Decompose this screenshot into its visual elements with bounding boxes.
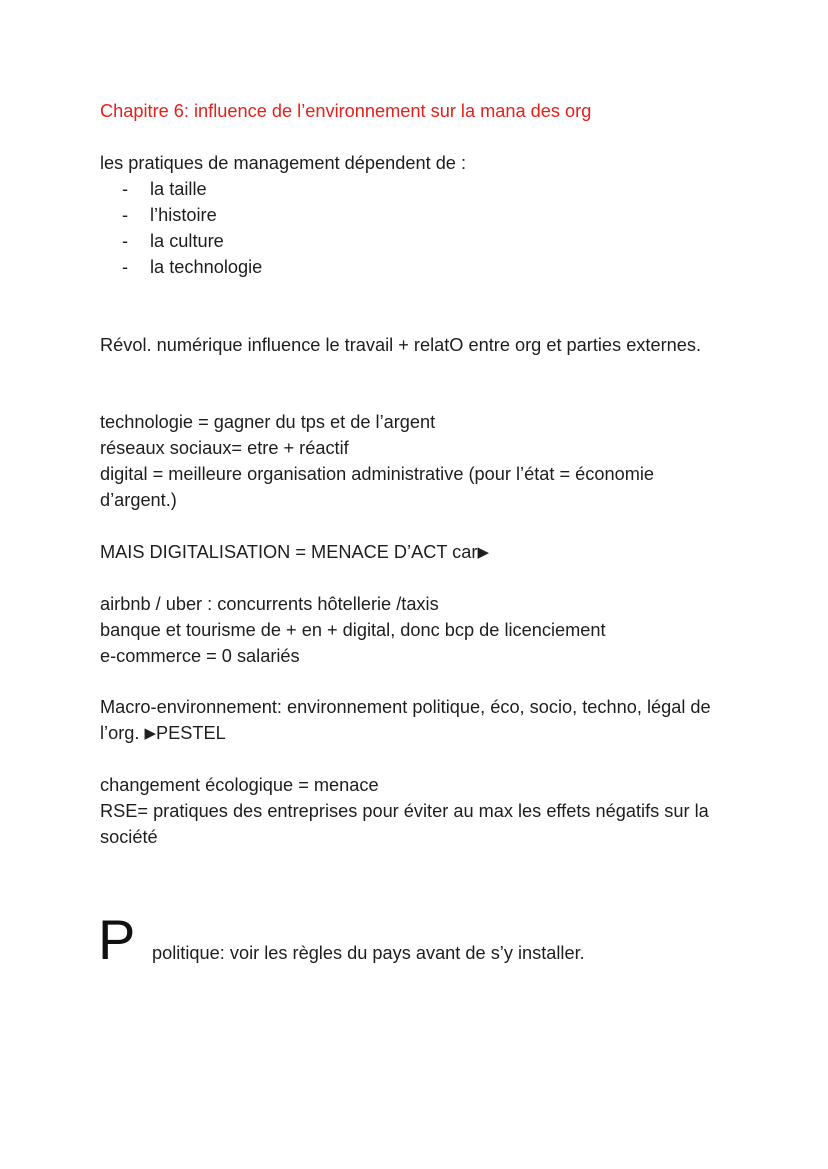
bullet-marker: - — [122, 231, 129, 251]
macro-pestel: PESTEL — [156, 723, 226, 743]
rse-definition: RSE= pratiques des entreprises pour éviter au max les effets négatifs sur la — [100, 801, 709, 821]
benefit-social-networks: réseaux sociaux= etre + réactif — [100, 438, 349, 458]
revolution-text: Révol. numérique influence le travail + relatO entre org et parties externes. — [100, 335, 702, 355]
example-bank-tourism: banque et tourisme de + en + digital, donc bcp de licenciement — [100, 620, 606, 640]
macro-definition: Macro-environnement: environnement politique, éco, socio, techno, légal de — [100, 697, 711, 717]
list-item-text: la culture — [150, 231, 224, 251]
bullet-marker: - — [122, 179, 129, 199]
ecology-threat: changement écologique = menace — [100, 775, 379, 795]
intro-text: les pratiques de management dépendent de : — [100, 153, 467, 173]
list-item-text: l’histoire — [150, 205, 217, 225]
benefit-digital: digital = meilleure organisation administrative (pour l’état = économie — [100, 464, 654, 484]
pestel-politique-text: politique: voir les règles du pays avant de s’y installer. — [152, 943, 585, 963]
bullet-marker: - — [122, 257, 129, 277]
macro-definition-continued — [100, 720, 226, 747]
rse-definition-continued: société — [100, 827, 158, 847]
list-item-text: la taille — [150, 179, 207, 199]
benefit-technology: technologie = gagner du tps et de l’argent — [100, 412, 436, 432]
arrow-right-icon: ▶ — [477, 544, 489, 561]
example-airbnb-uber: airbnb / uber : concurrents hôtellerie /taxis — [100, 594, 439, 614]
arrow-right-icon: ▶ — [144, 725, 157, 742]
pestel-letter-p: P — [98, 908, 136, 971]
bullet-marker: - — [122, 205, 129, 225]
example-ecommerce: e-commerce = 0 salariés — [100, 646, 300, 666]
chapter-title: Chapitre 6: influence de l’environnement sur la mana des org — [100, 101, 592, 121]
list-item-text: la technologie — [150, 257, 263, 277]
macro-prefix: l’org. — [100, 723, 145, 743]
threat-text: MAIS DIGITALISATION = MENACE D’ACT car — [100, 542, 478, 562]
benefit-digital-continued: d’argent.) — [100, 490, 177, 510]
threat-line — [100, 539, 489, 566]
